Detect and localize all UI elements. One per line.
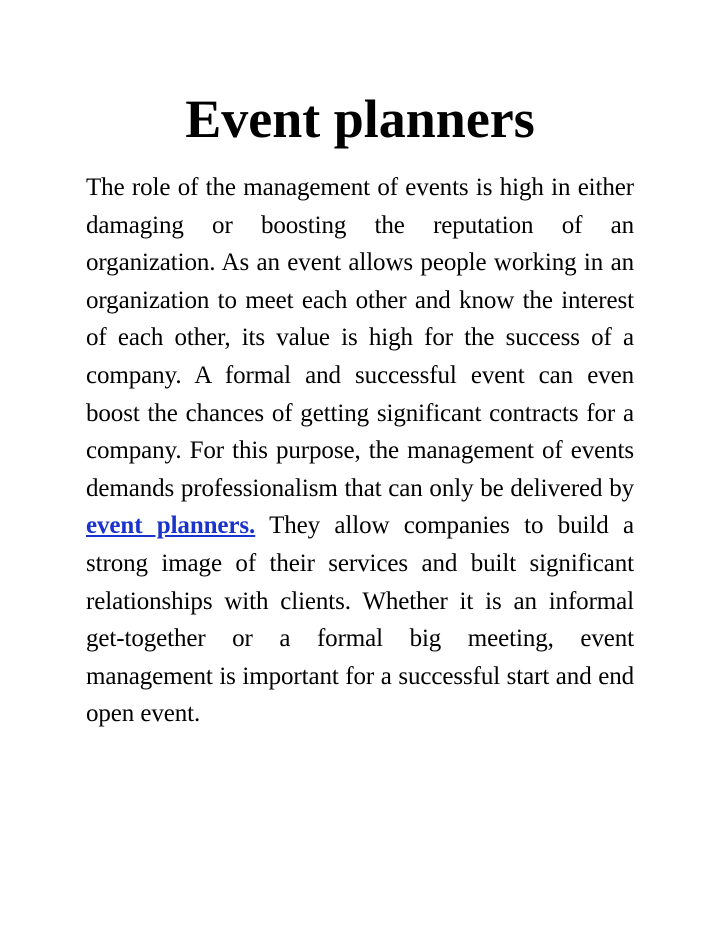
body-paragraph: [86, 169, 634, 733]
event-planners-link[interactable]: [86, 512, 255, 539]
link-punctuation: .: [249, 512, 256, 540]
link-text: event planners: [86, 512, 250, 540]
paragraph-text-after-link: They allow companies to build a strong image of their services and built significant relationships with clients. Whether it is an informal get-together or a formal big meeting, event management is important for a successful start and end open event.: [86, 512, 634, 728]
paragraph-text-before-link: The role of the management of events is high in either damaging or boosting the reputation of an organization. As an event allows people working in an organization to meet each other and know the interest of each other, its value is high for the success of a company. A formal and successful event can even boost the chances of getting significant contracts for a company. For this purpose, the management of events demands professionalism that can only be delivered by: [86, 174, 634, 502]
page-title: Event planners: [185, 89, 535, 149]
